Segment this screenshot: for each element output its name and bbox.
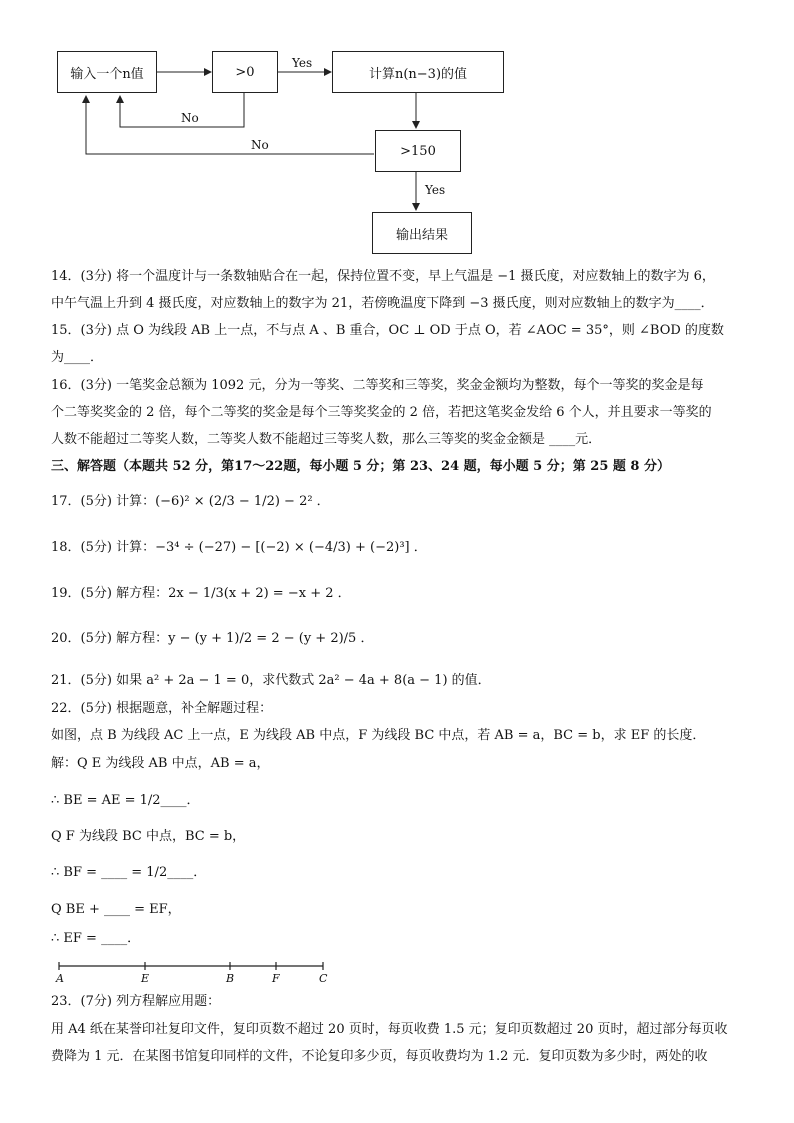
q22-solution-4: ∴ BF = ____ = 1/2____． [51, 865, 207, 880]
flow-no-inner: No [181, 111, 199, 125]
q19: 19．(5分) 解方程：2x − 1/3(x + 2) = −x + 2 ． [51, 586, 351, 601]
flow-output-box [372, 212, 472, 254]
q23-line-1: 用 A4 纸在某誉印社复印文件，复印页数不超过 20 页时，每页收费 1.5 元；复印页数超过 20 页时，超过部分每页收 [51, 1022, 728, 1037]
flow-input-box [57, 51, 157, 93]
flow-gt0-box [212, 51, 278, 93]
segment-label-b: B [226, 972, 235, 985]
flow-gt150-box [375, 130, 461, 172]
q14-line-1: 14．(3分) 将一个温度计与一条数轴贴合在一起，保持位置不变，早上气温是 −1 摄氏度，对应数轴上的数字为 6， [51, 269, 715, 284]
q15-line-1: 15．(3分) 点 O 为线段 AB 上一点，不与点 A 、B 重合，OC ⊥ OD 于点 O，若 ∠AOC = 35°，则 ∠BOD 的度数 [51, 323, 724, 338]
flow-gt150-label: >150 [400, 143, 436, 159]
flow-gt0-label: >0 [235, 64, 255, 80]
flow-output-label: 输出结果 [395, 227, 448, 243]
q20: 20．(5分) 解方程：y − (y + 1)/2 = 2 − (y + 2)/5 ． [51, 631, 374, 646]
q21: 21．(5分) 如果 a² + 2a − 1 = 0，求代数式 2a² − 4a + 8(a − 1) 的值． [51, 673, 491, 688]
q14-line-2: 中午气温上升到 4 摄氏度，对应数轴上的数字为 21，若傍晚温度下降到 −3 摄氏度，则对应数轴上的数字为____． [51, 296, 714, 311]
flow-no-outer: No [251, 138, 269, 152]
q15-line-2: 为____． [51, 350, 104, 365]
q23-title: 23．(7分) 列方程解应用题： [51, 994, 221, 1009]
q23-line-2: 费降为 1 元．在某图书馆复印同样的文件，不论复印多少页，每页收费均为 1.2 元．复印页数为多少时，两处的收 [51, 1049, 708, 1064]
segment-figure [55, 958, 335, 988]
flow-compute-label: 计算n(n−3)的值 [368, 66, 468, 82]
q22-solution-6: ∴ EF = ____． [51, 931, 141, 946]
segment-label-c: C [319, 972, 328, 985]
q22-solution-1: 解：Q E 为线段 AB 中点，AB = a， [51, 756, 270, 771]
segment-label-f: F [272, 972, 280, 985]
q17: 17．(5分) 计算：(−6)² × (2/3 − 1/2) − 2² ． [51, 494, 330, 509]
flow-input-label: 输入一个n值 [70, 66, 144, 82]
q22-solution-2: ∴ BE = AE = 1/2____． [51, 793, 200, 808]
section-three-heading: 三、解答题（本题共 52 分，第17～22题，每小题 5 分；第 23、24 题，每小题 5 分；第 25 题 8 分） [51, 459, 670, 474]
q22-title: 22．(5分) 根据题意，补全解题过程： [51, 701, 273, 716]
q22-solution-5: Q BE + ____ = EF， [51, 902, 181, 917]
segment-label-e: E [141, 972, 150, 985]
q16-line-1: 16．(3分) 一笔奖金总额为 1092 元，分为一等奖、二等奖和三等奖，奖金金额均为整数，每个一等奖的奖金是每 [51, 378, 704, 393]
q16-line-3: 人数不能超过二等奖人数，二等奖人数不能超过三等奖人数，那么三等奖的奖金金额是 ____元． [51, 432, 602, 447]
q22-solution-3: Q F 为线段 BC 中点，BC = b， [51, 829, 246, 844]
q16-line-2: 个二等奖奖金的 2 倍，每个二等奖的奖金是每个三等奖奖金的 2 倍，若把这笔奖金发给 6 个人，并且要求一等奖的 [51, 405, 712, 420]
flow-yes-down: Yes [425, 183, 446, 197]
q22-problem: 如图，点 B 为线段 AC 上一点，E 为线段 AB 中点，F 为线段 BC 中点，若 AB = a，BC = b，求 EF 的长度． [51, 728, 706, 743]
q18: 18．(5分) 计算：−3⁴ ÷ (−27) − [(−2) × (−4/3) + (−2)³] ． [51, 540, 427, 555]
flow-yes-top: Yes [292, 56, 313, 70]
flow-compute-box [332, 51, 504, 93]
segment-label-a: A [56, 972, 64, 985]
